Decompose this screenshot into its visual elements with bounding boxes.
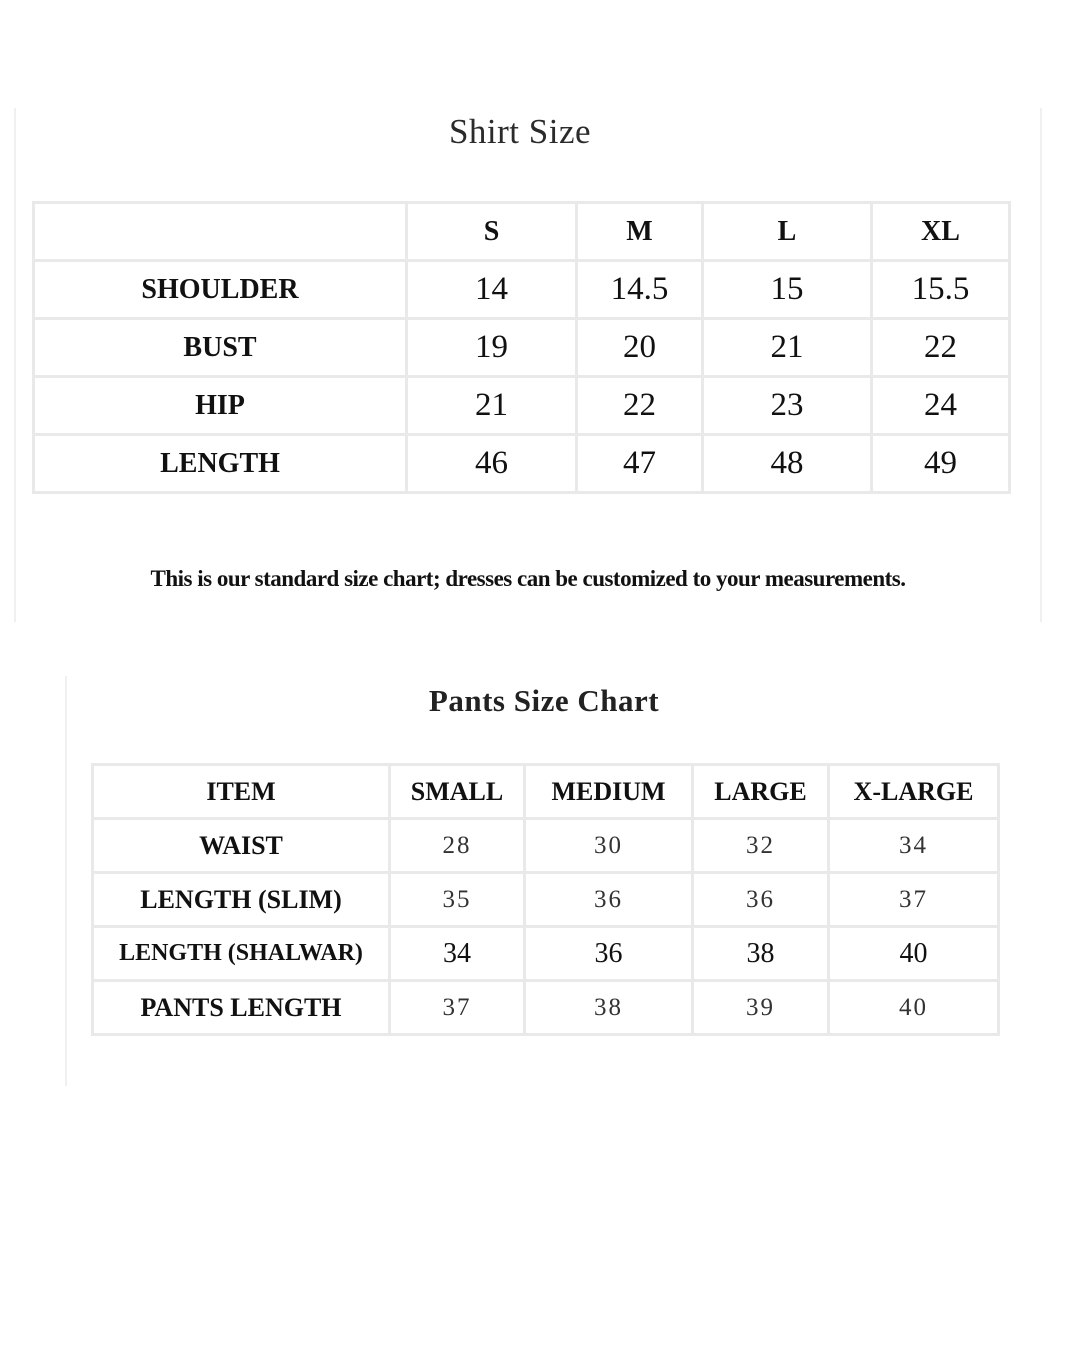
table-cell: 40 bbox=[829, 981, 999, 1035]
header-cell: XL bbox=[872, 203, 1010, 261]
table-row bbox=[93, 873, 999, 927]
table-row bbox=[34, 319, 1010, 377]
pants-left-border bbox=[65, 676, 67, 1086]
header-cell: X-LARGE bbox=[829, 765, 999, 819]
header-cell bbox=[34, 203, 407, 261]
row-label: SHOULDER bbox=[34, 261, 407, 319]
table-row bbox=[34, 435, 1010, 493]
table-cell: 35 bbox=[390, 873, 525, 927]
header-cell: M bbox=[577, 203, 703, 261]
row-label: BUST bbox=[34, 319, 407, 377]
row-label: LENGTH (SLIM) bbox=[93, 873, 390, 927]
table-cell: 37 bbox=[390, 981, 525, 1035]
table-cell: 23 bbox=[703, 377, 872, 435]
table-cell: 28 bbox=[390, 819, 525, 873]
table-cell: 22 bbox=[872, 319, 1010, 377]
table-cell: 34 bbox=[390, 927, 525, 981]
table-cell: 36 bbox=[525, 873, 693, 927]
table-cell: 38 bbox=[525, 981, 693, 1035]
table-row bbox=[34, 261, 1010, 319]
table-cell: 49 bbox=[872, 435, 1010, 493]
header-cell: ITEM bbox=[93, 765, 390, 819]
table-cell: 14.5 bbox=[577, 261, 703, 319]
table-cell: 22 bbox=[577, 377, 703, 435]
shirt-size-table bbox=[32, 201, 1011, 494]
table-cell: 15.5 bbox=[872, 261, 1010, 319]
table-cell: 21 bbox=[407, 377, 577, 435]
size-chart-note: This is our standard size chart; dresses can be customized to your measurements. bbox=[150, 566, 906, 591]
table-cell: 30 bbox=[525, 819, 693, 873]
pants-size-title: Pants Size Chart bbox=[428, 683, 660, 718]
table-cell: 36 bbox=[525, 927, 693, 981]
header-cell: MEDIUM bbox=[525, 765, 693, 819]
table-cell: 40 bbox=[829, 927, 999, 981]
table-cell: 37 bbox=[829, 873, 999, 927]
table-cell: 39 bbox=[693, 981, 829, 1035]
row-label: PANTS LENGTH bbox=[93, 981, 390, 1035]
table-row bbox=[34, 377, 1010, 435]
header-cell: LARGE bbox=[693, 765, 829, 819]
row-label: LENGTH bbox=[34, 435, 407, 493]
table-cell: 36 bbox=[693, 873, 829, 927]
table-cell: 34 bbox=[829, 819, 999, 873]
table-cell: 24 bbox=[872, 377, 1010, 435]
table-row bbox=[93, 819, 999, 873]
table-cell: 14 bbox=[407, 261, 577, 319]
table-cell: 38 bbox=[693, 927, 829, 981]
header-cell: S bbox=[407, 203, 577, 261]
row-label: LENGTH (SHALWAR) bbox=[93, 927, 390, 981]
shirt-right-border bbox=[1040, 108, 1042, 622]
table-cell: 19 bbox=[407, 319, 577, 377]
shirt-left-border bbox=[14, 108, 16, 622]
header-cell: L bbox=[703, 203, 872, 261]
row-label: HIP bbox=[34, 377, 407, 435]
table-row bbox=[93, 927, 999, 981]
table-cell: 46 bbox=[407, 435, 577, 493]
table-cell: 21 bbox=[703, 319, 872, 377]
row-label: WAIST bbox=[93, 819, 390, 873]
table-cell: 47 bbox=[577, 435, 703, 493]
table-cell: 48 bbox=[703, 435, 872, 493]
table-cell: 20 bbox=[577, 319, 703, 377]
pants-size-table bbox=[91, 763, 1000, 1036]
table-header-row bbox=[93, 765, 999, 819]
table-cell: 15 bbox=[703, 261, 872, 319]
table-cell: 32 bbox=[693, 819, 829, 873]
table-header-row bbox=[34, 203, 1010, 261]
header-cell: SMALL bbox=[390, 765, 525, 819]
shirt-size-title: Shirt Size bbox=[448, 112, 592, 151]
table-row bbox=[93, 981, 999, 1035]
